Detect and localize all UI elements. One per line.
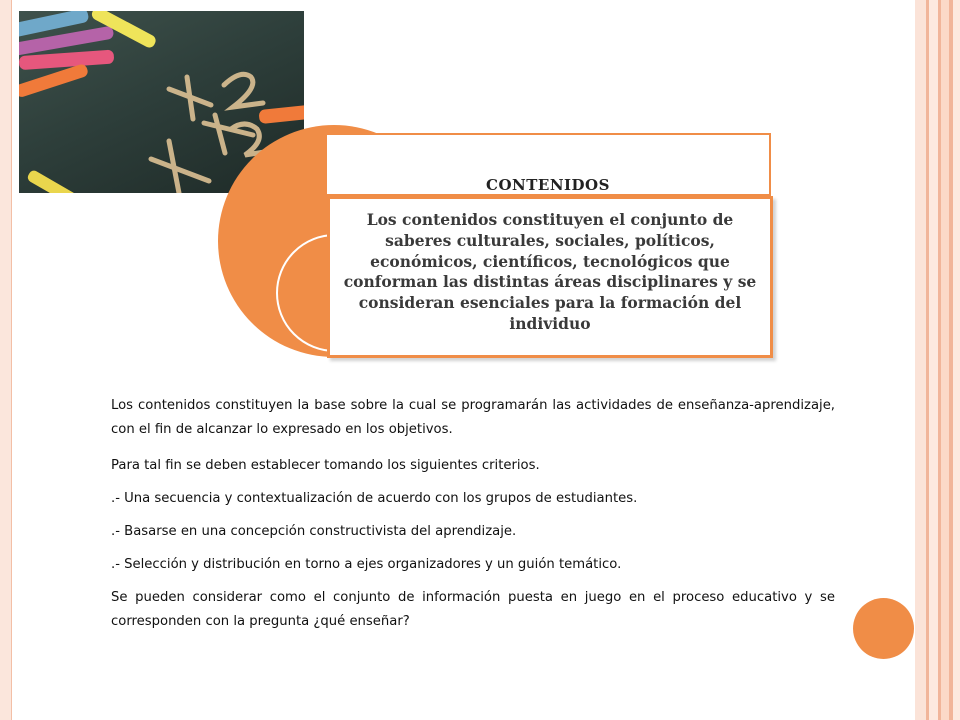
paragraph-criteria: Para tal fin se deben establecer tomando los siguientes criterios. xyxy=(111,458,540,473)
slide-title: CONTENIDOS xyxy=(486,176,610,194)
definition-text: Los contenidos constituyen el conjunto de saberes culturales, sociales, políticos, económicos, científicos, tecnológicos que conforman las distintas áreas disciplinares y se consideran esenciales para la formación del individuo xyxy=(343,210,757,333)
orange-dot-decoration xyxy=(853,598,914,659)
paragraph-intro: Los contenidos constituyen la base sobre la cual se programarán las actividades de enseñanza-aprendizaje, con el fin de alcanzar lo expresado en los objetivos. xyxy=(111,398,835,437)
definition-box xyxy=(327,196,773,358)
body-text xyxy=(111,394,835,646)
right-frame-stripes xyxy=(915,0,960,720)
criterion-sequence: .- Una secuencia y contextualización de acuerdo con los grupos de estudiantes. xyxy=(111,491,638,506)
criterion-selection: .- Selección y distribución en torno a ejes organizadores y un guión temático. xyxy=(111,557,622,572)
left-frame-border xyxy=(0,0,12,720)
paragraph-conclusion: Se pueden considerar como el conjunto de información puesta en juego en el proceso educativo y se corresponden con la pregunta ¿qué enseñar? xyxy=(111,590,835,629)
title-box xyxy=(325,133,771,196)
criterion-constructivist: .- Basarse en una concepción constructivista del aprendizaje. xyxy=(111,524,517,539)
